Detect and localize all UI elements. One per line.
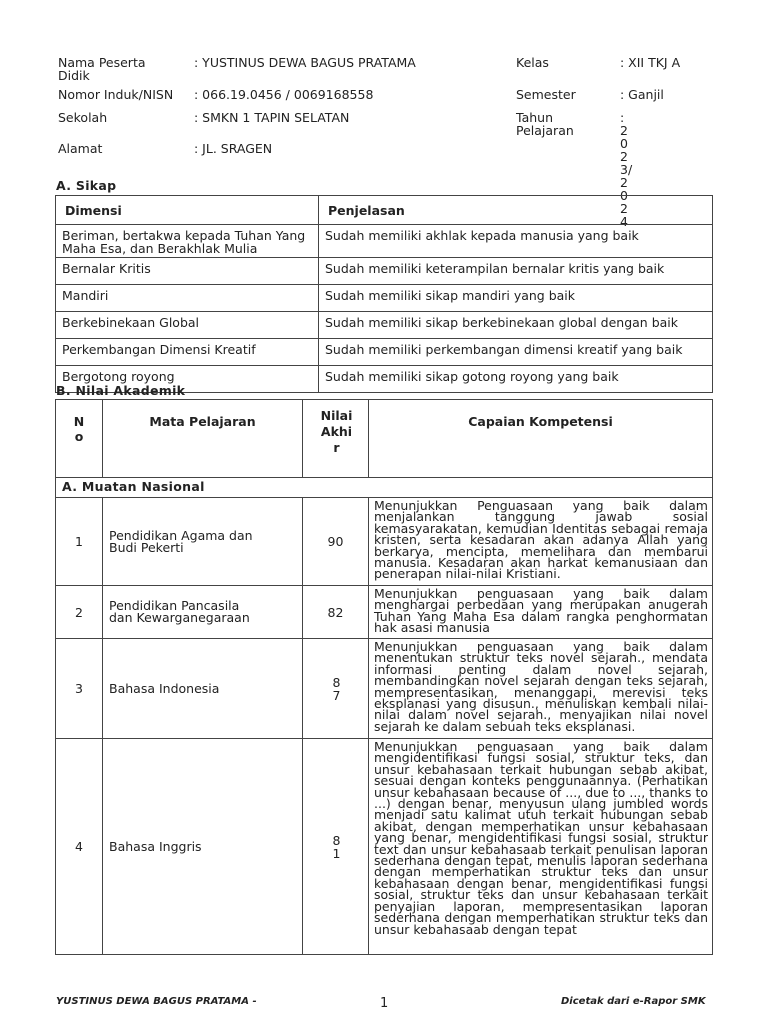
mapel-cell: Bahasa Indonesia [103,639,303,739]
header-no: No [56,400,103,478]
sekolah-label: Sekolah [58,110,108,125]
table-row [56,639,713,739]
mapel-cell: Pendidikan Pancasila dan Kewarganegaraan [103,586,303,639]
sekolah-value: : SMKN 1 TAPIN SELATAN [194,110,350,125]
penjelasan-cell: Sudah memiliki sikap mandiri yang baik [319,285,713,312]
dimensi-cell: Bergotong royong [56,366,319,393]
table-row [56,339,713,366]
dimensi-cell: Beriman, bertakwa kepada Tuhan Yang Maha Esa, dan Berakhlak Mulia [56,225,319,258]
no-cell: 3 [56,639,103,739]
table-row [56,312,713,339]
dimensi-cell: Bernalar Kritis [56,258,319,285]
sikap-header-row [56,196,713,225]
nilai-akademik-table [55,399,713,955]
nilai-cell: 81 [303,739,369,955]
header-capaian: Capaian Kompetensi [369,400,713,478]
section-akademik-title: B. Nilai Akademik [56,383,186,398]
footer-printed-from: Dicetak dari e-Rapor SMK [561,996,706,1007]
nisn-value: : 066.19.0456 / 0069168558 [194,87,374,102]
capaian-cell: Menunjukkan Penguasaan yang baik dalam menjalankan tanggung jawab sosial kemasyarakatan, kemudian Identitas sebagai remaja kristen, serta kesadaran akan adanya Allah yang berkarya, mencipta, memelihara dan membarui manusia. Kesadaran akan harkat kemanusiaan dan penerapan nilai-nilai Kristiani. [369,498,713,586]
kelas-value: : XII TKJ A [620,55,681,70]
header-nilai-akhir: Nilai Akhir [303,400,369,478]
capaian-cell: Menunjukkan penguasaan yang baik dalam menentukan struktur teks novel sejarah., mendata informasi penting dalam novel sejarah, membandingkan novel sejarah dengan teks sejarah, mempresentasikan, menanggapi, merevisi teks eksplanasi yang disusun., menuliskan kembali nilai-nilai dalam novel sejarah., menyajikan nilai novel sejarah ke dalam sebuah teks eksplanasi. [369,639,713,739]
header-mata-pelajaran: Mata Pelajaran [103,400,303,478]
dimensi-cell: Berkebinekaan Global [56,312,319,339]
penjelasan-cell: Sudah memiliki perkembangan dimensi kreatif yang baik [319,339,713,366]
header-penjelasan: Penjelasan [319,196,713,225]
header-dimensi: Dimensi [56,196,319,225]
nilai-cell: 87 [303,639,369,739]
group-row [56,478,713,498]
no-cell: 2 [56,586,103,639]
semester-label: Semester [516,87,576,102]
table-row [56,285,713,312]
table-row [56,258,713,285]
penjelasan-cell: Sudah memiliki akhlak kepada manusia yang baik [319,225,713,258]
alamat-value: : JL. SRAGEN [194,141,273,156]
semester-value: : Ganjil [620,87,664,102]
dimensi-cell: Perkembangan Dimensi Kreatif [56,339,319,366]
penjelasan-cell: Sudah memiliki sikap berkebinekaan global dengan baik [319,312,713,339]
nilai-cell: 90 [303,498,369,586]
table-row [56,498,713,586]
nama-value: : YUSTINUS DEWA BAGUS PRATAMA [194,55,416,70]
no-cell: 1 [56,498,103,586]
table-row [56,586,713,639]
capaian-cell: Menunjukkan penguasaan yang baik dalam mengidentifikasi fungsi sosial, struktur teks, dan unsur kebahasaan terkait hubungan sebab akibat, sesuai dengan konteks penggunaannya. (Perhatikan unsur kebahasaan because of ..., due to ..., thanks to ...) dengan benar, menyusun ulang jumbled words menjadi satu kalimat utuh terkait hubungan sebab akibat, dengan memperhatikan unsur kebahasaan yang benar, mengidentifikasi fungsi sosial, struktur text dan unsur kebahasaab terkait penulisan laporan sederhana dengan tepat, menulis laporan sederhana dengan memperhatikan struktur teks dan unsur kebahasaan dengan benar, mengidentifikasi fungsi sosial, struktur teks dan unsur kebahasaan terkait penyajian laporan, mempresentasikan laporan sederhana dengan memperhatikan struktur teks dan unsur kebahasaab dengan tepat [369,739,713,955]
nama-label: Nama Peserta Didik [58,55,146,83]
tahun-value: : 2023/2024 [620,110,633,229]
nisn-label: Nomor Induk/NISN [58,87,174,102]
capaian-cell: Menunjukkan penguasaan yang baik dalam menghargai perbedaan yang merupakan anugerah Tuhan Yang Maha Esa dalam rangka penghormatan hak asasi manusia [369,586,713,639]
penjelasan-cell: Sudah memiliki keterampilan bernalar kritis yang baik [319,258,713,285]
footer-student-name: YUSTINUS DEWA BAGUS PRATAMA - [56,996,257,1007]
no-cell: 4 [56,739,103,955]
group-label: A. Muatan Nasional [56,478,713,498]
alamat-label: Alamat [58,141,103,156]
table-row [56,225,713,258]
mapel-cell: Bahasa Inggris [103,739,303,955]
sikap-table [55,195,713,393]
dimensi-cell: Mandiri [56,285,319,312]
page-number: 1 [380,996,389,1011]
kelas-label: Kelas [516,55,549,70]
nilai-header-row [56,400,713,478]
mapel-cell: Pendidikan Agama dan Budi Pekerti [103,498,303,586]
section-sikap-title: A. Sikap [56,178,117,193]
penjelasan-cell: Sudah memiliki sikap gotong royong yang baik [319,366,713,393]
nilai-cell: 82 [303,586,369,639]
table-row [56,739,713,955]
tahun-label: Tahun Pelajaran [516,110,574,138]
